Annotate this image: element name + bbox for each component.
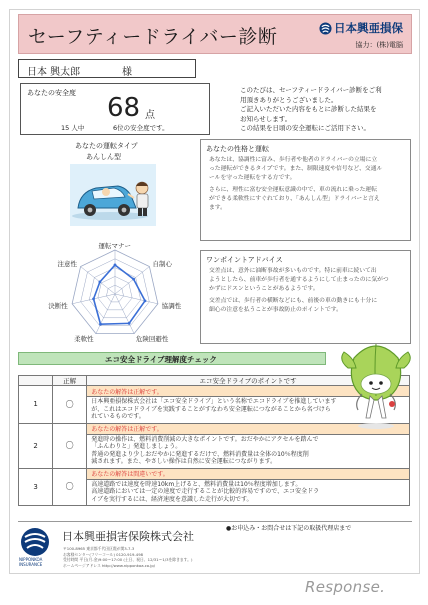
driving-skill-radar-chart (22, 232, 208, 348)
personality-line: さらに、理性に富む安全運転意識の中で、車の流れに乗った運転 (209, 187, 377, 193)
advice-line: ようとしたら、前車が歩行者を通するようにして止まったのに気がつ (209, 277, 389, 283)
brand-name: 日本興亜損保 (334, 21, 403, 35)
participant-count: 15 人中 (61, 124, 85, 132)
radar-point (114, 264, 117, 267)
correct-mark: 〇 (53, 423, 87, 468)
personality-title: あなたの性格と運転 (206, 145, 269, 153)
explanation-line: 普通の発進より少しおだやかに発進するだけで、燃料消費量は全体の10％程度削 (91, 450, 309, 458)
radar-axis-label: 注意性 (57, 260, 77, 269)
explanation-line: 高速道路では速度を時速10km上げると、燃料消費量は10％程度増加します。 (91, 480, 302, 488)
personality-line: った運転ができるタイプです。また、制限速度や信号など、交通ル (209, 166, 383, 172)
company-name: 日本興亜損害保険株式会社 (62, 530, 194, 543)
car-driver-illustration (70, 164, 156, 226)
radar-point (92, 297, 95, 300)
advice-line: 交差点では、歩行者の横断などにも、前後の車の動きにも十分に (209, 298, 378, 304)
explanation-line: 減されます。また、やさしい操作は自然に安全運転につながります。 (91, 458, 277, 465)
company-english-line: INSURANCE (19, 561, 43, 567)
radar-axis-label: 決断性 (48, 301, 68, 310)
radar-axis-line (96, 294, 115, 334)
radar-point (144, 299, 147, 302)
explanation-line: 発進時の操作は、燃料消費削減の大きなポイントです。おだやかにアクセルを踏んで (91, 435, 319, 443)
nipponkoa-logo-icon (20, 527, 50, 557)
explanation-line: が、これはエコドライブを実践することがすなわち安全運転につながることから名づけら (91, 405, 331, 413)
explanation-line: 日本興亜損保株式会社は「エコ安全ドライブ」という名称でエコドライブを推進しています (91, 398, 337, 405)
driver-name: 日本 興太郎 (27, 67, 81, 78)
address-line: お客様センター(フリーコール) 0120-919-498 (63, 551, 144, 557)
address-line: 受付時間 平日(月-金)9:00～17:00 (土日、祝日、12/31～1/3を除きます。) (63, 557, 193, 563)
radar-point (132, 278, 135, 281)
company-address (63, 546, 192, 568)
greeting-line: この結果を日頃の安全運転にご活用下さい。 (240, 124, 370, 132)
personality-line: ールを守った運転をする方です。 (209, 175, 296, 181)
safety-score-box (20, 83, 210, 135)
score-label: あなたの安全度 (27, 89, 76, 97)
address-line: 〒100-8965 東京都千代田区霞が関3-7-3 (63, 546, 135, 551)
driving-type-title: あなたの運転タイプ (75, 142, 138, 150)
cooperation-note: 協力：(株)電脳 (355, 41, 403, 49)
agency-contact-note: ●お申込み・お問合せは下記の取扱代理店まで (226, 525, 352, 532)
score-rank: 6位の安全度です。 (113, 124, 169, 132)
greeting-line: このたびは、セーフティードライバー診断をご利 (240, 86, 382, 94)
greeting-text (240, 86, 410, 134)
greeting-line: ご記入いただいた内容をもとに診断した結果を (240, 105, 377, 113)
explanation-line: れているものです。 (91, 413, 145, 420)
advice-line: かずにドスンということがあるようです。 (209, 286, 319, 292)
eco-col-number (19, 376, 53, 386)
correct-mark: 〇 (53, 386, 87, 424)
leaf-mascot-icon (340, 338, 412, 434)
personality-line: ます。 (209, 205, 226, 211)
radar-point (98, 281, 101, 284)
question-number: 3 (19, 468, 53, 506)
answer-result: あなたの解答は間違いです。 (87, 468, 410, 479)
eco-check-title: エコ安全ドライブ理解度チェック (105, 355, 217, 364)
answer-explanation (87, 434, 410, 468)
advice-box (200, 250, 411, 344)
radar-axis-label: 柔軟性 (74, 335, 94, 344)
correct-mark: 〇 (53, 468, 87, 506)
eco-col-answer: 正解 (53, 376, 87, 386)
honorific: 様 (122, 67, 132, 78)
radar-axis-label: 運転マナー (98, 242, 131, 250)
personality-line: あなたは、協調性に富み、歩行者や他者のドライバーの立場に立 (209, 157, 378, 163)
advice-text (209, 267, 389, 315)
answer-explanation (87, 479, 410, 506)
radar-axis-label: 協調性 (161, 301, 182, 310)
brand-mark-icon (319, 22, 332, 35)
radar-axis-line (115, 294, 134, 334)
company-english-name (19, 558, 42, 567)
advice-title: ワンポイントアドバイス (206, 256, 283, 264)
personality-line: ができる柔軟性にすぐれており、「あんしん型」ドライバーと言え (209, 196, 380, 202)
greeting-line: お知らせします。 (240, 114, 292, 123)
eco-check-bar (18, 352, 326, 365)
brand-logo (319, 20, 403, 36)
company-english-line: NIPPONKOA (19, 557, 43, 562)
driver-name-field (18, 59, 196, 78)
footer-divider (18, 521, 412, 522)
radar-axis-label: 危険回避性 (135, 335, 169, 344)
question-number: 2 (19, 423, 53, 468)
page-title: セーフティードライバー診断 (28, 26, 278, 48)
eco-row-3 (19, 468, 410, 479)
answer-result: あなたの解答は正解です。 (87, 423, 410, 434)
eco-col-points: エコ安全ドライブのポイントです (87, 376, 410, 386)
score-value: 68 (107, 93, 141, 123)
question-number: 1 (19, 386, 53, 424)
title-banner (18, 14, 412, 54)
score-unit: 点 (145, 110, 155, 121)
radar-point (99, 323, 102, 326)
explanation-line: イブを実行するには、経済速度を意識した走行が大切です。 (91, 495, 253, 503)
answer-result: あなたの解答は正解です。 (87, 386, 410, 397)
personality-text (209, 156, 382, 213)
driving-type-name: あんしん型 (86, 153, 121, 161)
radar-axis-label: 自制心 (152, 260, 173, 269)
explanation-line: 高速道路においては一定の速度で走行することが比較的容易ですので、エコ安全ドラ (91, 488, 320, 495)
radar-point (128, 322, 131, 325)
personality-box (200, 139, 411, 241)
advice-line: 細心の注意を払うことが事故防止のポイントです。 (209, 307, 342, 313)
address-line: ホームページアドレス http://www.nipponkoa.co.jp/ (63, 562, 156, 568)
advice-line: 交差点は、意外に油断事故が多いものです。特に前車に続いて出 (209, 268, 377, 274)
explanation-line: 「ふんわりと」発進しましょう。 (91, 443, 182, 450)
response-watermark: Response. (305, 578, 386, 596)
greeting-line: 用頂きありがとうございました。 (240, 95, 338, 104)
